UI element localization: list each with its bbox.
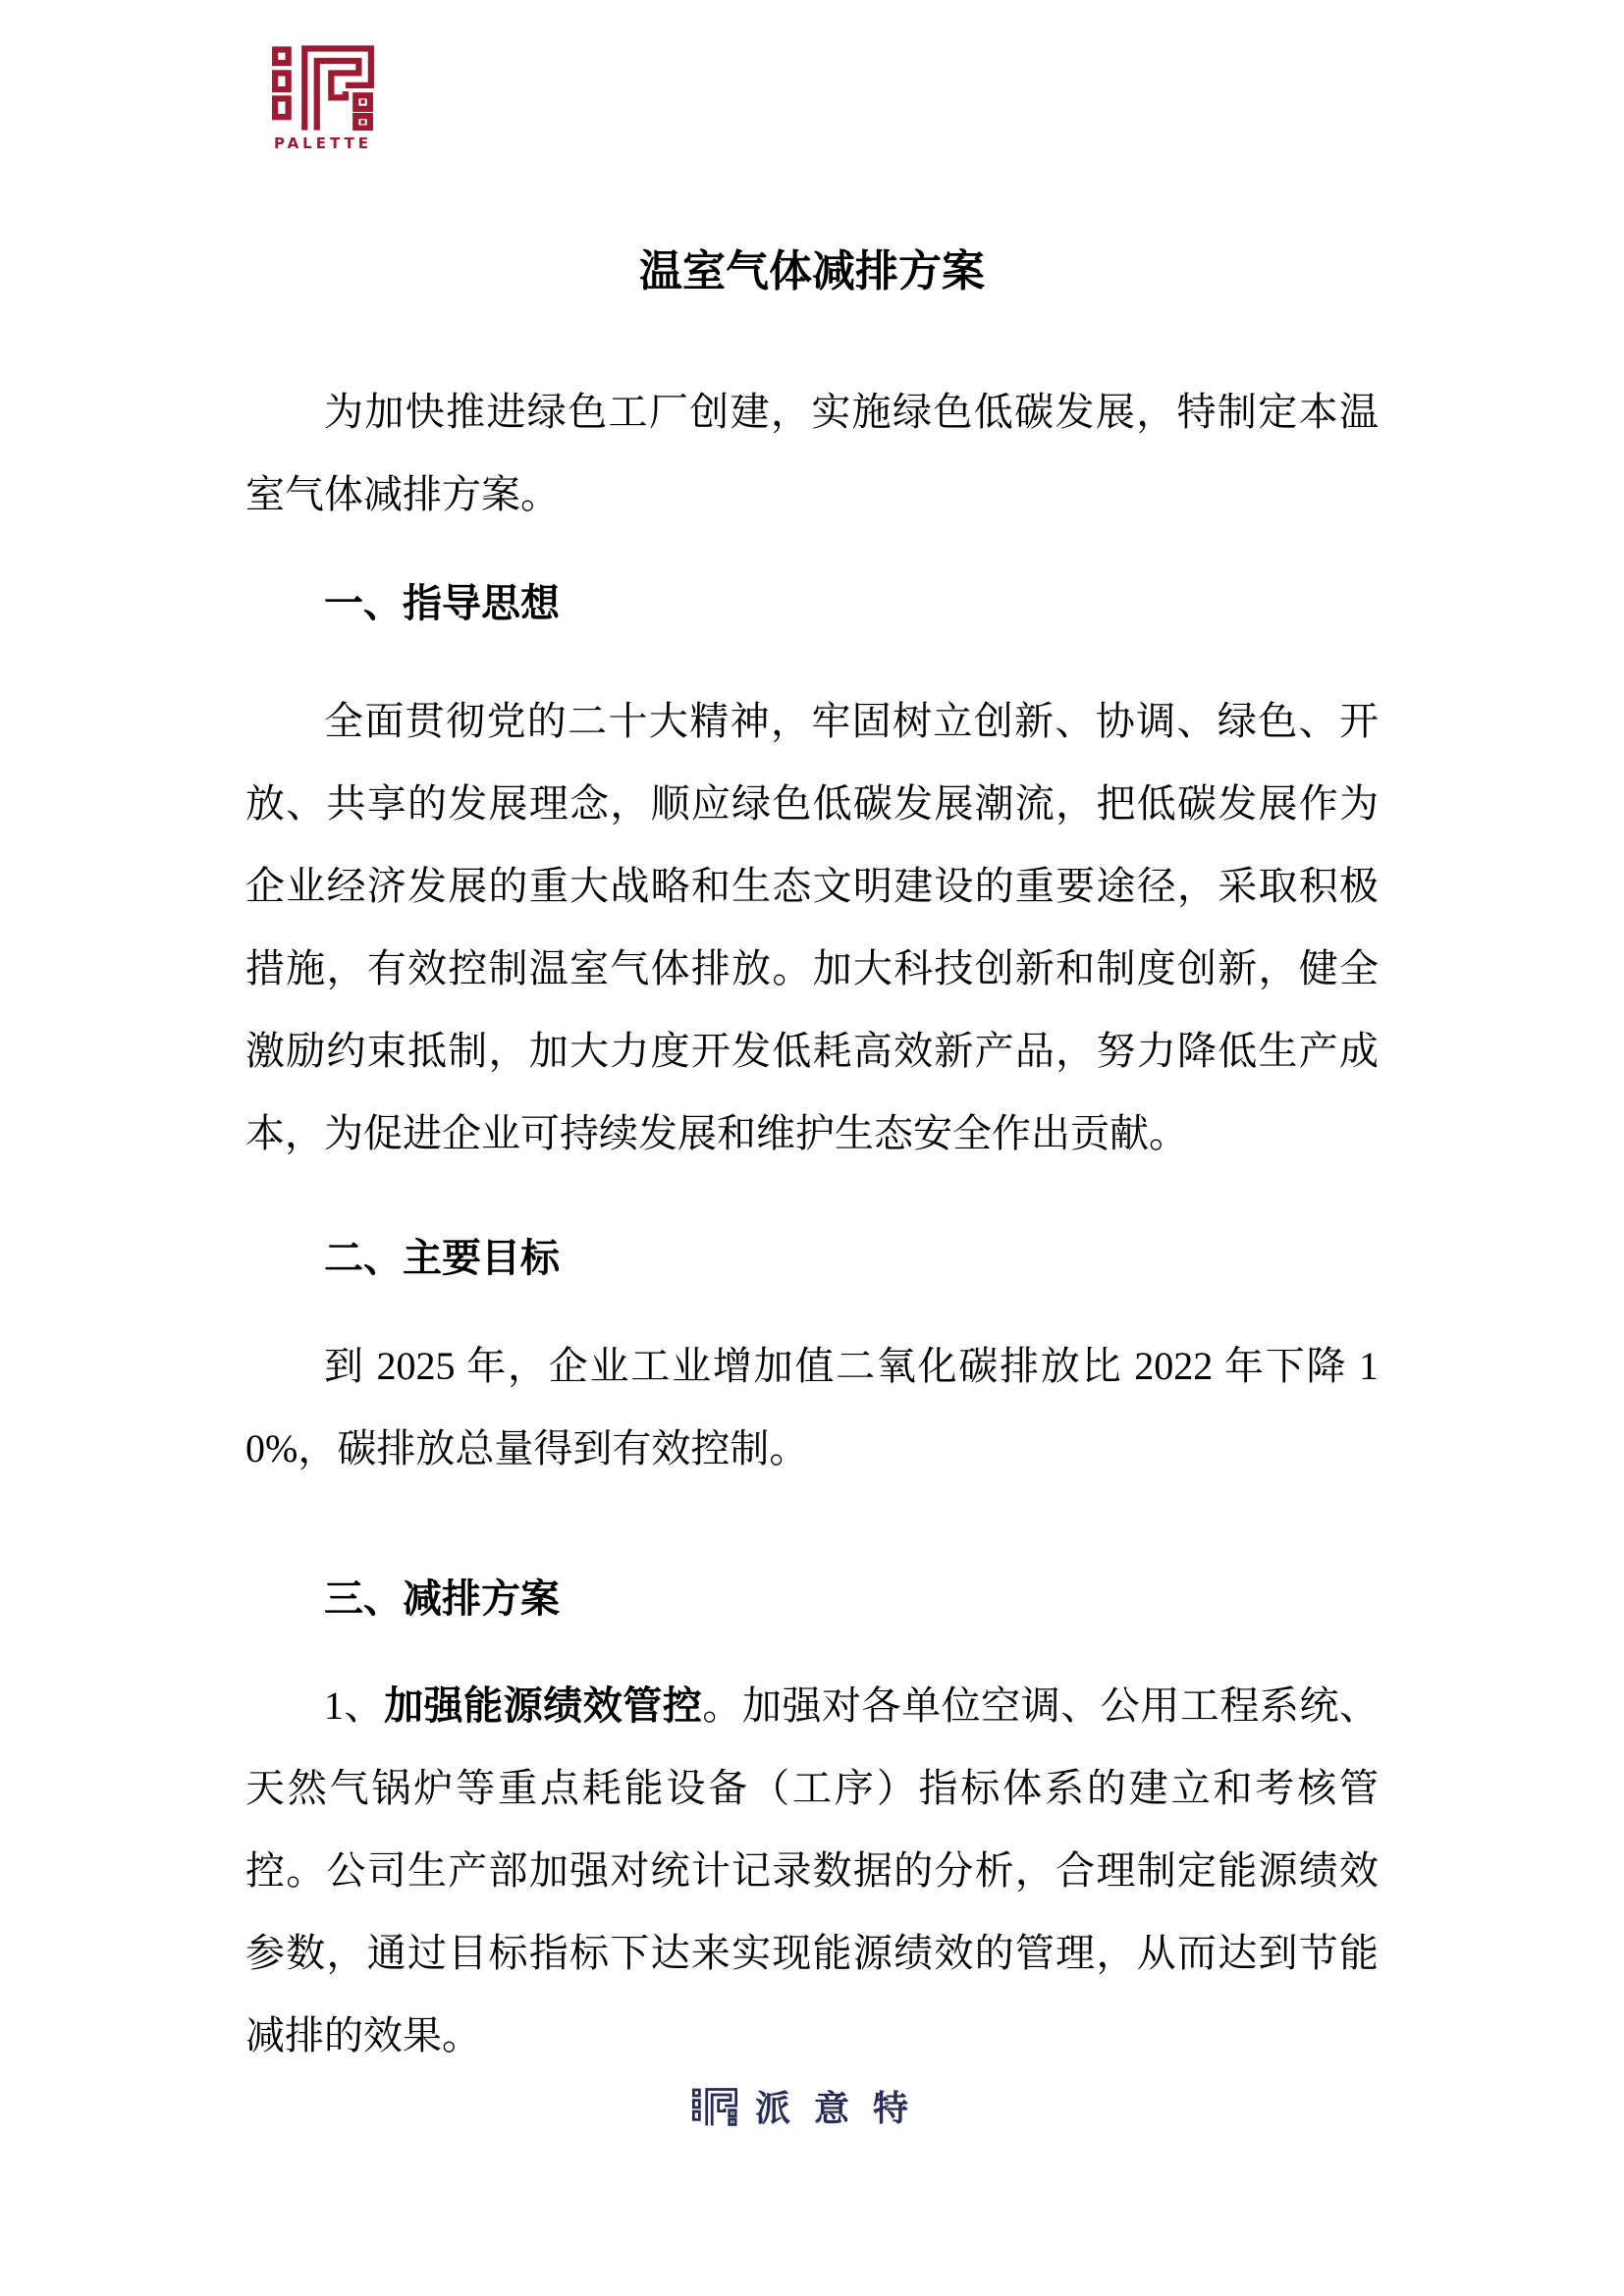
document-content	[245, 240, 1379, 2077]
intro-paragraph: 为加快推进绿色工厂创建，实施绿色低碳发展，特制定本温室气体减排方案。	[245, 390, 1379, 516]
list-item-number: 1、	[324, 1683, 385, 1728]
section-heading-3: 三、减排方案	[324, 1577, 560, 1621]
document-title: 温室气体减排方案	[639, 247, 985, 295]
section-heading-2: 二、主要目标	[324, 1237, 560, 1280]
list-item-text: 。加强对各单位空调、公用工程系统、天然气锅炉等重点耗能设备（工序）指标体系的建立和考核管控。公司生产部加强对统计记录数据的分析，合理制定能源绩效参数，通过目标指标下达来实现能源绩效的管理，从而达到节能减排的效果。	[245, 1683, 1380, 2057]
list-item-bold-title: 加强能源绩效管控	[384, 1683, 703, 1728]
footer-brand-name: 派意特	[754, 2088, 932, 2128]
section-heading-1: 一、指导思想	[324, 582, 560, 625]
palette-maze-logo-icon	[272, 44, 374, 131]
section-body-1: 全面贯彻党的二十大精神，牢固树立创新、协调、绿色、开放、共享的发展理念，顺应绿色低碳发展潮流，把低碳发展作为企业经济发展的重大战略和生态文明建设的重要途径，采取积极措施，有效控制温室气体排放。加大科技创新和制度创新，健全激励约束抵制，加大力度开发低耗高效新产品，努力降低生产成本，为促进企业可持续发展和维护生态安全作出贡献。	[245, 699, 1379, 1155]
header-logo	[268, 44, 378, 152]
paiyite-maze-logo-icon	[692, 2087, 737, 2126]
section-body-3	[245, 1665, 1379, 2077]
brand-wordmark: PALETTE	[273, 134, 373, 152]
footer-brand	[0, 2081, 1624, 2131]
section-body-2: 到 2025 年，企业工业增加值二氧化碳排放比 2022 年下降 10%，碳排放总量得到有效控制。	[245, 1344, 1379, 1470]
